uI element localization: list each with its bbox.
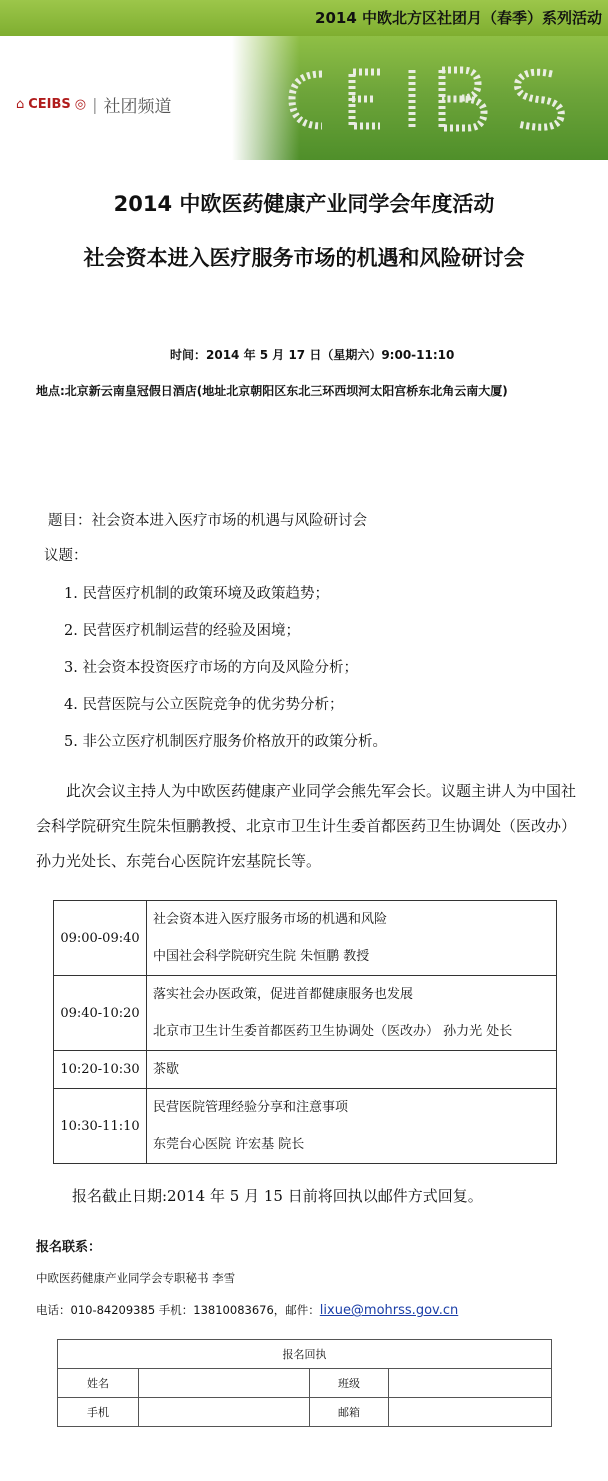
contact-phone: 电话：010-84209385 手机：13810083676，邮件：: [36, 1303, 320, 1317]
schedule-session-title: 落实社会办医政策，促进首都健康服务也发展: [153, 987, 414, 1002]
schedule-session-title: 民营医院管理经验分享和注意事项: [153, 1100, 349, 1115]
issue-item: 5. 非公立医疗机制医疗服务价格放开的政策分析。: [64, 734, 387, 750]
intro-paragraph: 此次会议主持人为中欧医药健康产业同学会熊先军会长。议题主讲人为中国社会科学院研究生院朱恒鹏教授、北京市卫生计生委首都医药卫生协调处（医改办）孙力光处长、东莞台心医院许宏基院长等。: [36, 782, 577, 870]
people-letters-image: [262, 54, 602, 144]
schedule-time: 10:20-10:30: [54, 1051, 147, 1089]
class-label: 班级: [310, 1369, 389, 1398]
series-title: 2014 中欧北方区社团月（春季）系列活动: [315, 9, 602, 27]
issues-label: 议题：: [44, 548, 88, 564]
contact-label: 报名联系：: [36, 1240, 102, 1255]
event-title-line2: 社会资本进入医疗服务市场的机遇和风险研讨会: [83, 246, 525, 270]
brand: [16, 92, 172, 117]
registration-deadline: 报名截止日期:2014 年 5 月 15 日前将回执以邮件方式回复。: [72, 1187, 483, 1205]
issue-item: 2. 民营医疗机制运营的经验及困境；: [64, 623, 300, 639]
contact-person: 中欧医药健康产业同学会专职秘书 李雪: [36, 1271, 236, 1285]
event-title-line1: 2014 中欧医药健康产业同学会年度活动: [113, 192, 495, 216]
issue-item: 3. 社会资本投资医疗市场的方向及风险分析；: [64, 660, 358, 676]
registration-title: 报名回执: [58, 1340, 552, 1369]
agenda-topic: 题目：社会资本进入医疗市场的机遇与风险研讨会: [48, 513, 367, 529]
grass-photo: [232, 36, 608, 160]
registration-form: [57, 1339, 552, 1427]
contact-phone-line: [36, 1302, 458, 1318]
email-label: 邮箱: [310, 1398, 389, 1427]
header-banner: [0, 36, 608, 160]
schedule-session-title: 茶歇: [153, 1062, 180, 1077]
event-location: 地点:北京新云南皇冠假日酒店(地址北京朝阳区东北三环西坝河太阳宫桥东北角云南大厦): [36, 384, 508, 398]
name-field[interactable]: [139, 1369, 310, 1398]
schedule-time: 09:40-10:20: [54, 976, 147, 1051]
schedule-table: [53, 900, 557, 1164]
brand-channel: 社团频道: [103, 97, 172, 117]
schedule-session-title: 社会资本进入医疗服务市场的机遇和风险: [153, 912, 388, 927]
top-banner-bar: [0, 0, 608, 36]
schedule-row: [54, 1051, 557, 1089]
schedule-speaker: 中国社会科学院研究生院 朱恒鹏 教授: [153, 949, 370, 964]
schedule-time: 09:00-09:40: [54, 901, 147, 976]
issue-item: 1. 民营医疗机制的政策环境及政策趋势；: [64, 586, 329, 602]
schedule-row: [54, 901, 557, 976]
name-label: 姓名: [58, 1369, 139, 1398]
schedule-time: 10:30-11:10: [54, 1089, 147, 1164]
event-time: 时间：2014 年 5 月 17 日（星期六）9:00-11:10: [170, 348, 455, 362]
schedule-detail: [147, 1051, 557, 1089]
schedule-detail: [147, 901, 557, 976]
schedule-speaker: 北京市卫生计生委首都医药卫生协调处（医改办） 孙力光 处长: [153, 1024, 513, 1039]
contact-email-link[interactable]: lixue@mohrss.gov.cn: [319, 1303, 459, 1318]
schedule-detail: [147, 976, 557, 1051]
brand-divider: |: [92, 95, 98, 114]
email-field[interactable]: [389, 1398, 552, 1427]
schedule-row: [54, 1089, 557, 1164]
issue-item: 4. 民营医院与公立医院竞争的优劣势分析；: [64, 697, 344, 713]
schedule-detail: [147, 1089, 557, 1164]
ceibs-logo-icon: ⌂: [16, 97, 25, 112]
mobile-label: 手机: [58, 1398, 139, 1427]
schedule-row: [54, 976, 557, 1051]
class-field[interactable]: [389, 1369, 552, 1398]
brand-logo-text: CEIBS: [28, 97, 71, 112]
mobile-field[interactable]: [139, 1398, 310, 1427]
schedule-speaker: 东莞台心医院 许宏基 院长: [153, 1137, 305, 1152]
swirl-logo-icon: ◎: [74, 97, 87, 112]
